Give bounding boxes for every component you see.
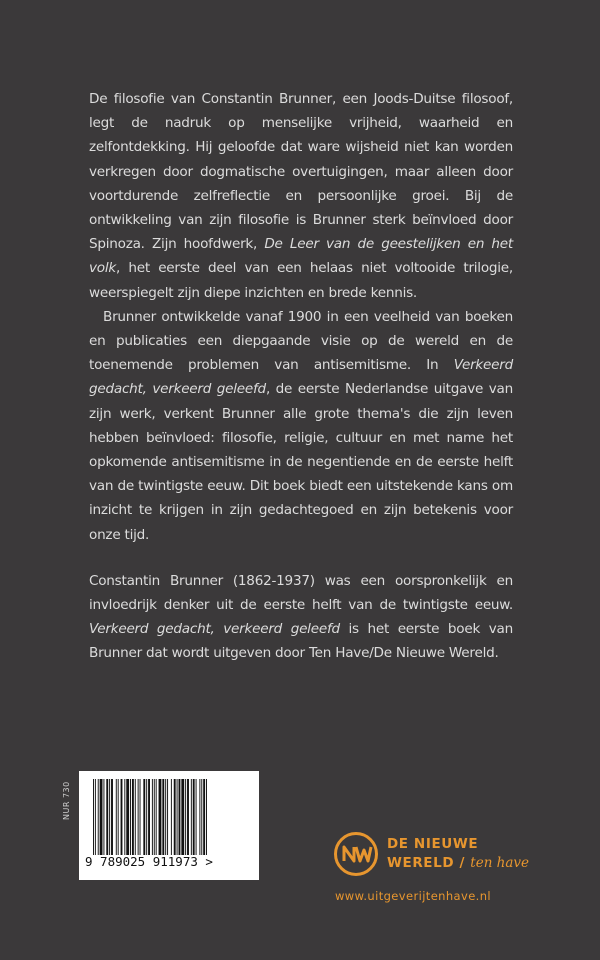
publisher-nw-icon: [334, 832, 378, 876]
publisher-separator: /: [454, 855, 471, 871]
author-bio-paragraph: [89, 569, 513, 666]
publisher-logo: [334, 832, 530, 878]
publisher-wereld: WERELD: [387, 855, 455, 871]
nur-code: NUR 730: [62, 781, 71, 820]
barcode-bars: [93, 779, 245, 855]
publisher-name-line2: [387, 855, 529, 871]
blurb-paragraph-2: [89, 305, 513, 547]
blurb-text: is het eerste boek van Brunner dat wordt uitgeven door Ten Have/De Nieuwe Wereld.: [89, 621, 513, 662]
isbn-barcode: [79, 771, 259, 880]
blurb-text: , het eerste deel van een helaas niet voltooide trilogie, weerspiegelt zijn diepe inzichten en brede kennis.: [89, 260, 513, 301]
book-title-italic: Verkeerd gedacht, verkeerd geleefd: [89, 621, 340, 638]
blurb-text: Constantin Brunner (1862-1937) was een oorspronkelijk en invloedrijk denker uit de eerste helft van de twintigste eeuw.: [89, 572, 513, 614]
back-cover-blurb: [89, 87, 513, 666]
blurb-paragraph-1: [89, 87, 513, 305]
publisher-tenhave: ten have: [470, 855, 530, 871]
blurb-text: , de eerste Nederlandse uitgave van zijn werk, verkent Brunner alle grote thema's die zijn leven hebben beïnvloed: filosofie, religie, cultuur en met name het opkomende antisemitisme in de negentiende en de eerste helft van de twintigste eeuw. Dit boek biedt een uitstekende kans om inzicht te krijgen in zijn gedachtegoed en zijn betekenis voor onze tijd.: [89, 381, 513, 543]
publisher-name-line1: DE NIEUWE: [387, 836, 479, 852]
publisher-url: www.uitgeverijtenhave.nl: [335, 889, 492, 903]
book-title-italic: Verkeerd gedacht, verkeerd geleefd: [89, 357, 513, 398]
blurb-text: De filosofie van Constantin Brunner, een Joods-Duitse filosoof, legt de nadruk op menselijke vrijheid, waarheid en zelfontdekking. Hij geloofde dat ware wijsheid niet kan worden verkregen door dogmatische overtuigingen, maar alleen door voortdurende zelfreflectie en persoonlijke groei. Bij de ontwikkeling van zijn filosofie is Brunner sterk beïnvloed door Spinoza. Zijn hoofdwerk,: [89, 91, 513, 253]
blurb-text: Brunner ontwikkelde vanaf 1900 in een veelheid van boeken en publicaties een diepgaande visie op de wereld en de toenemende problemen van antisemitisme. In: [89, 308, 513, 374]
isbn-digits: 9 789025 911973 >: [85, 854, 213, 869]
book-title-italic: De Leer van de geestelijken en het volk: [89, 236, 513, 277]
